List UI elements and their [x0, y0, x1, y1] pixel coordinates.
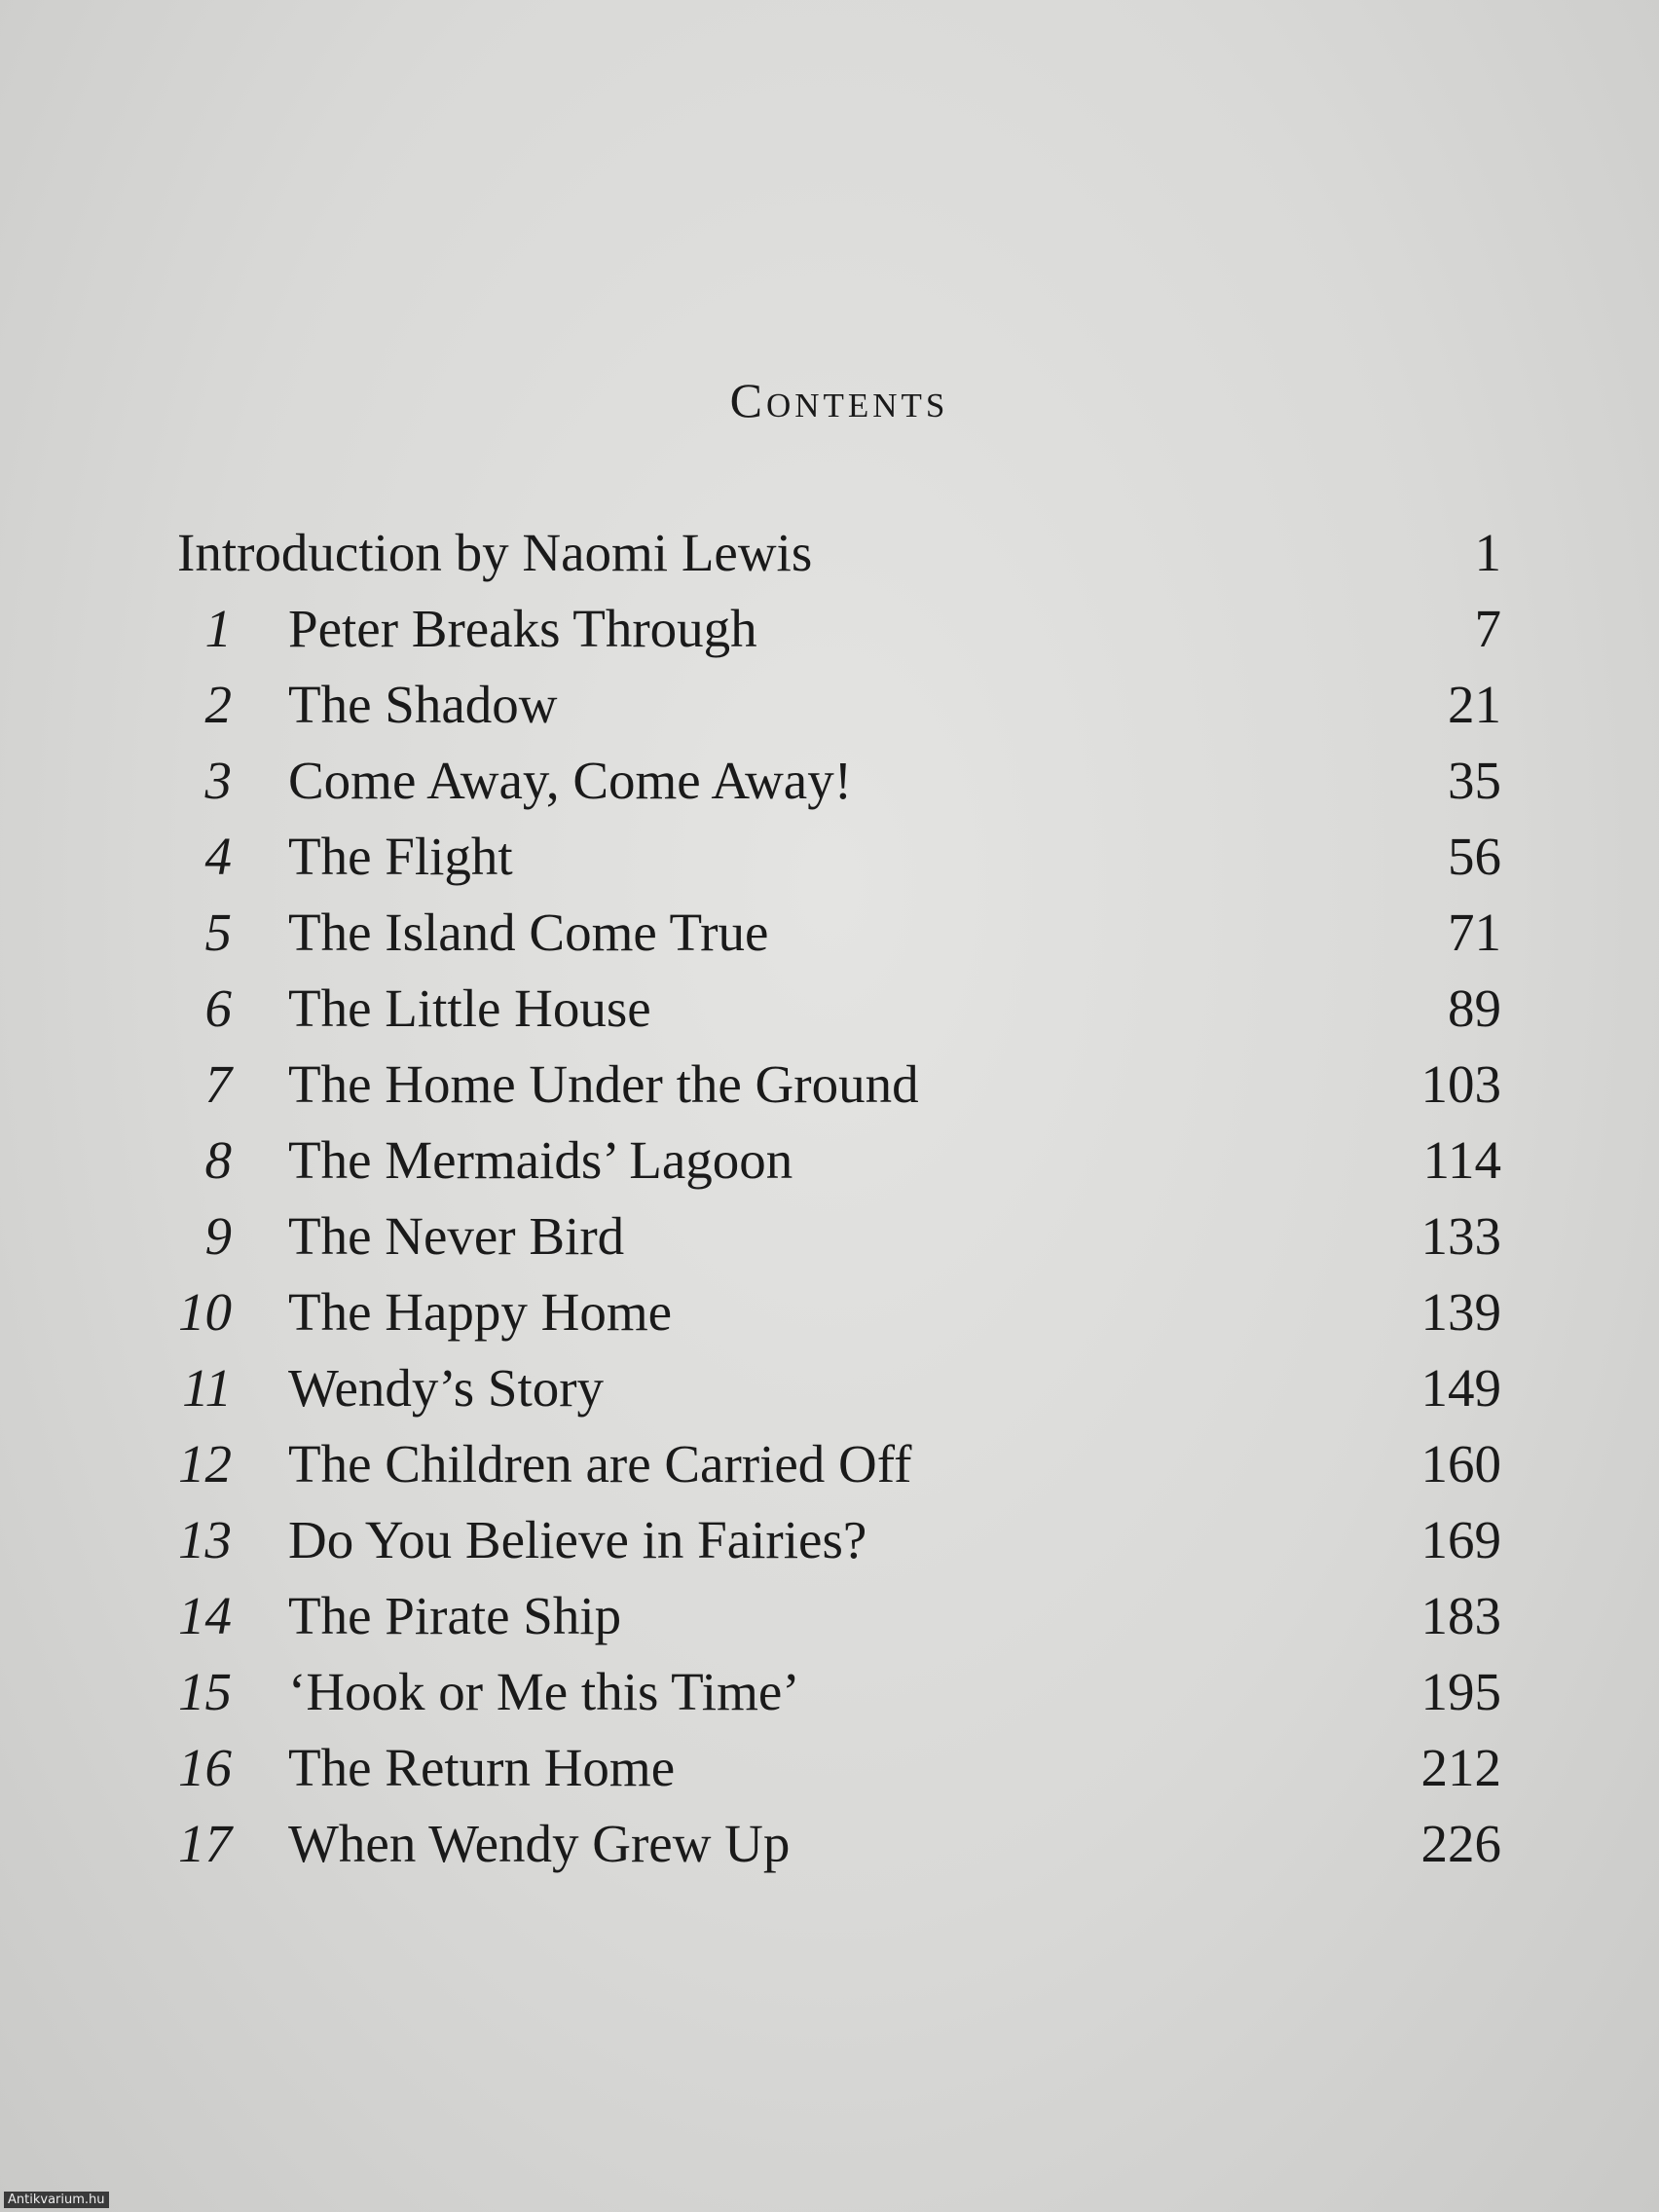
toc-row	[156, 977, 1501, 1053]
toc-row	[156, 1281, 1501, 1357]
chapter-page-number: 133	[1420, 1206, 1501, 1266]
toc-row	[156, 1053, 1501, 1129]
toc-intro-row	[177, 522, 1501, 598]
chapter-number: 1	[204, 599, 232, 658]
toc-row	[156, 902, 1501, 977]
chapter-title: Come Away, Come Away!	[288, 751, 853, 810]
chapter-number: 4	[204, 827, 232, 886]
chapter-page-number: 183	[1420, 1586, 1501, 1645]
toc-row	[156, 1813, 1501, 1889]
chapter-page-number: 7	[1474, 599, 1501, 658]
chapter-page-number: 226	[1420, 1814, 1501, 1873]
chapter-title: The Little House	[288, 978, 651, 1038]
chapter-title: When Wendy Grew Up	[288, 1814, 791, 1873]
chapter-number: 16	[178, 1738, 232, 1797]
chapter-title: The Happy Home	[288, 1282, 673, 1342]
chapter-title: The Island Come True	[288, 903, 769, 962]
chapter-page-number: 21	[1448, 675, 1501, 734]
chapter-page-number: 35	[1448, 751, 1501, 810]
toc-row	[156, 1509, 1501, 1585]
chapter-page-number: 114	[1422, 1130, 1501, 1190]
toc-row	[156, 1737, 1501, 1813]
scan-watermark: Antikvarium.hu	[4, 2192, 109, 2208]
contents-heading: Contents	[729, 373, 949, 427]
chapter-number: 2	[204, 675, 232, 734]
chapter-title: The Never Bird	[288, 1206, 625, 1266]
toc-row	[156, 826, 1501, 902]
toc-row	[156, 1357, 1501, 1433]
chapter-number: 14	[178, 1586, 232, 1645]
chapter-number: 17	[178, 1814, 232, 1873]
chapter-number: 9	[204, 1206, 232, 1266]
chapter-number: 3	[204, 751, 232, 810]
toc-row	[156, 1129, 1501, 1205]
chapter-number: 12	[178, 1434, 232, 1493]
toc-row	[156, 1205, 1501, 1281]
toc-list	[156, 598, 1501, 1889]
chapter-title: The Shadow	[288, 675, 558, 734]
toc-row	[156, 1433, 1501, 1509]
chapter-page-number: 169	[1420, 1510, 1501, 1569]
chapter-title: The Pirate Ship	[288, 1586, 622, 1645]
chapter-page-number: 212	[1420, 1738, 1501, 1797]
chapter-title: ‘Hook or Me this Time’	[288, 1662, 800, 1721]
chapter-title: Peter Breaks Through	[288, 599, 757, 658]
chapter-page-number: 160	[1420, 1434, 1501, 1493]
chapter-number: 13	[178, 1510, 232, 1569]
chapter-page-number: 71	[1448, 903, 1501, 962]
chapter-title: The Mermaids’ Lagoon	[288, 1130, 793, 1190]
chapter-title: The Children are Carried Off	[288, 1434, 912, 1493]
chapter-number: 8	[204, 1130, 232, 1190]
chapter-title: The Flight	[288, 827, 513, 886]
toc-row	[156, 598, 1501, 674]
toc-row	[156, 674, 1501, 750]
toc-row	[156, 1585, 1501, 1661]
chapter-title: The Home Under the Ground	[288, 1054, 919, 1114]
chapter-title: Do You Believe in Fairies?	[288, 1510, 867, 1569]
chapter-page-number: 139	[1420, 1282, 1501, 1342]
chapter-number: 5	[204, 903, 232, 962]
chapter-number: 11	[182, 1358, 232, 1418]
chapter-number: 7	[204, 1054, 232, 1114]
chapter-page-number: 89	[1448, 978, 1501, 1038]
toc-row	[156, 750, 1501, 826]
intro-page-number: 1	[1474, 523, 1501, 582]
chapter-page-number: 56	[1448, 827, 1501, 886]
chapter-page-number: 195	[1420, 1662, 1501, 1721]
chapter-number: 6	[204, 978, 232, 1038]
chapter-number: 10	[178, 1282, 232, 1342]
chapter-number: 15	[178, 1662, 232, 1721]
chapter-page-number: 103	[1420, 1054, 1501, 1114]
chapter-page-number: 149	[1420, 1358, 1501, 1418]
toc-row	[156, 1661, 1501, 1737]
intro-title: Introduction by Naomi Lewis	[177, 523, 813, 582]
chapter-title: The Return Home	[288, 1738, 676, 1797]
chapter-title: Wendy’s Story	[288, 1358, 605, 1418]
